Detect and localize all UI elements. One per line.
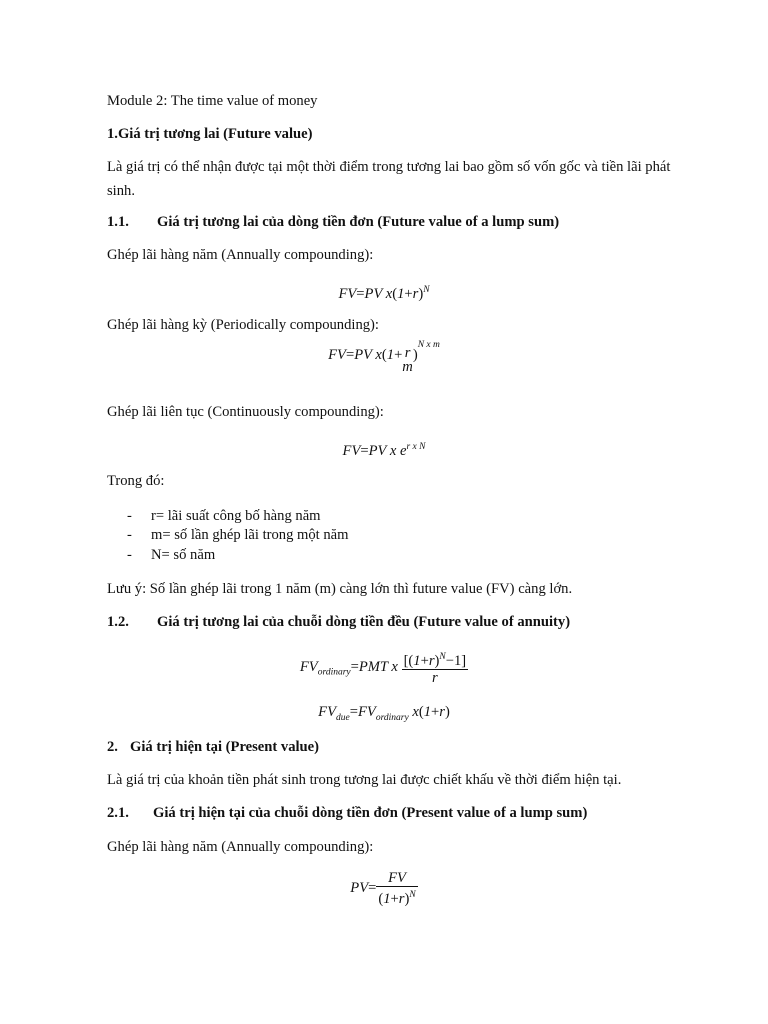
formula-fv-annuity-due: $FV_{due}=FV_{ordinary}$ x(1+r) [318,704,450,723]
heading-1-1 [107,213,559,231]
label-annual-compounding: Ghép lãi hàng năm (Annually compounding): [107,247,374,263]
list-item: - m= số lần ghép lãi trong một năm [127,527,349,543]
heading-2-1 [107,804,587,822]
formula-fv-periodic: FV=PV x(1+ r m )$^{N x m}$ [328,340,440,375]
formula-fv-continuous: FV=PV x $e^{r x N}$ [342,442,426,459]
heading-1-2-text: Giá trị tương lai của chuỗi dòng tiền đều (Future value of annuity) [157,614,571,630]
heading-1-2 [107,613,570,631]
paragraph-future-value-definition: Là giá trị có thể nhận được tại một thời điểm trong tương lai bao gồm số vốn gốc và tiền lãi phát sinh. [107,159,671,199]
heading-2-1-text: Giá trị hiện tại của chuỗi dòng tiền đơn (Present value of a lump sum) [153,805,588,821]
label-continuous-compounding: Ghép lãi liên tục (Continuously compounding): [107,404,384,420]
list-item: - N= số năm [127,547,216,563]
heading-future-value: 1.Giá trị tương lai (Future value) [107,126,313,142]
label-where: Trong đó: [107,473,165,489]
heading-2 [107,738,319,756]
heading-1-2-number: 1.2. [107,614,129,630]
paragraph-present-value-definition: Là giá trị của khoản tiền phát sinh trong tương lai được chiết khấu về thời điểm hiện tại. [107,772,622,788]
formula-pv-annual: PV= $\frac{FV}{(1+r)^N}$ [350,870,416,907]
formula-fv-annual: FV=PV $x(1+r)^N$ [338,285,430,302]
heading-2-1-number: 2.1. [107,805,129,821]
module-title: Module 2: The time value of money [107,93,318,109]
heading-1-1-number: 1.1. [107,214,129,230]
note-compounding: Lưu ý: Số lần ghép lãi trong 1 năm (m) càng lớn thì future value (FV) càng lớn. [107,581,573,597]
heading-2-number: 2. [107,739,118,755]
list-item: - r= lãi suất công bố hàng năm [127,508,321,524]
label-periodic-compounding: Ghép lãi hàng kỳ (Periodically compounding): [107,317,379,333]
heading-1-1-text: Giá trị tương lai của dòng tiền đơn (Future value of a lump sum) [157,214,560,230]
label-annual-compounding-pv: Ghép lãi hàng năm (Annually compounding): [107,839,374,855]
heading-2-text: Giá trị hiện tại (Present value) [130,739,320,755]
formula-fv-ordinary-annuity: $FV_{ordinary}=PMT$ x $\frac{[(1+r)^N-1]}{r}$ [0,649,768,686]
